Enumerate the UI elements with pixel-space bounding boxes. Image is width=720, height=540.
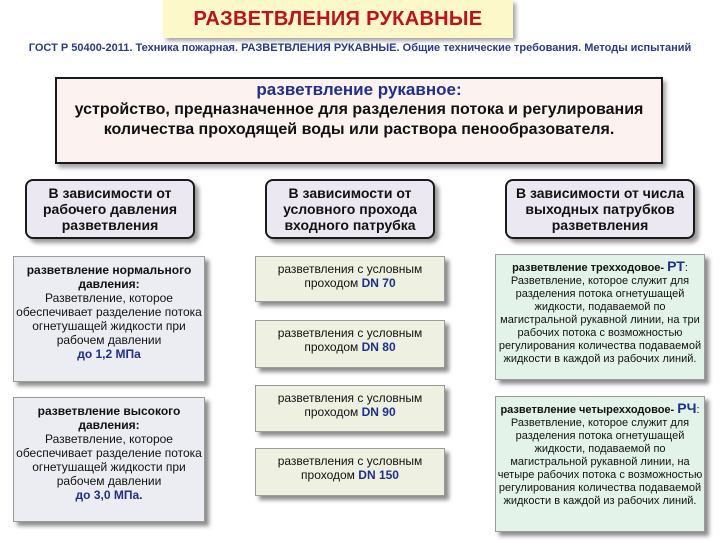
title-banner	[163, 0, 513, 38]
card-three-way: разветвление трехходовое- РТ: Разветвление, которое служит для разделения потока огнетушащей жидкости, подаваемой по магистральной рукавной линии, на три рабочих потока с возможностью регулирования количества подаваемой жидкости в каждой из рабочих линий.	[495, 254, 705, 380]
card-high-pressure	[13, 397, 205, 522]
card-dn-70	[255, 256, 445, 302]
card-text: Разветвление, которое служит для разделения потока огнетушащей жидкости, подаваемой по магистральной рукавной линии, на три рабочих потока с возможностью регулирования количества подаваемой жидкости в каждой из рабочих линий.	[498, 275, 702, 365]
definition-text: устройство, предназначенное для разделения потока и регулирования количества проходящей воды или раствора пенообразователя.	[74, 101, 644, 138]
card-dn-90	[255, 385, 445, 432]
category-inlet-diameter	[265, 179, 435, 239]
category-label: В зависимости от условного прохода входного патрубка	[283, 185, 417, 233]
dn-prefix: разветвления с условным проходом	[277, 454, 423, 482]
page-title: РАЗВЕТВЛЕНИЯ РУКАВНЫЕ	[193, 7, 483, 30]
type-code: РТ	[667, 258, 685, 274]
card-heading: разветвление высокого давления:	[37, 404, 181, 432]
dn-value: DN 70	[361, 276, 396, 290]
card-normal-pressure	[13, 256, 205, 382]
card-dn-150	[255, 448, 445, 496]
dn-prefix: разветвления с условным проходом	[277, 262, 423, 290]
category-label: В зависимости от числа выходных патрубков разветвления	[516, 185, 684, 233]
card-heading: разветвление нормального давления:	[26, 263, 192, 291]
dn-prefix: разветвления с условным проходом	[277, 391, 423, 419]
category-label: В зависимости от рабочего давления разветвления	[42, 185, 177, 233]
category-outlet-count	[505, 179, 695, 239]
card-text: Разветвление, которое обеспечивает разделение потока огнетушащей жидкости при рабочем давлении	[16, 432, 202, 488]
card-four-way: разветвление четырехходовое- РЧ: Разветвление, которое служит для разделения потока огнетушащей жидкости, подаваемой по магистральной рукавной линии, на четыре рабочих потока с возможностью регулирования количества подаваемой жидкости в каждой из рабочих линий.	[495, 396, 705, 532]
card-dn-80	[255, 320, 445, 368]
dn-value: DN 150	[358, 468, 399, 482]
category-pressure	[25, 179, 195, 239]
definition-box	[55, 77, 663, 164]
type-code: РЧ	[677, 400, 697, 416]
dn-prefix: разветвления с условным проходом	[277, 326, 423, 354]
pressure-value: до 3,0 МПа.	[75, 488, 143, 502]
card-text: Разветвление, которое обеспечивает разделение потока огнетушащей жидкости при рабочем давлении	[16, 291, 202, 347]
definition-term: разветвление рукавное:	[256, 80, 462, 99]
card-heading: разветвление трехходовое-	[512, 262, 665, 274]
standard-reference: ГОСТ Р 50400-2011. Техника пожарная. РАЗВЕТВЛЕНИЯ РУКАВНЫЕ. Общие технические требования. Методы испытаний	[28, 42, 692, 54]
pressure-value: до 1,2 МПа	[77, 347, 141, 361]
card-text: Разветвление, которое служит для разделения потока огнетушащей жидкости, подаваемой по магистральной рукавной линии, на четыре рабочих потока с возможностью регулирования количества подаваемой жидкости в каждой из рабочих линий.	[497, 417, 703, 507]
dn-value: DN 80	[361, 340, 396, 354]
dn-value: DN 90	[361, 405, 396, 419]
card-heading: разветвление четырехходовое-	[500, 404, 675, 416]
